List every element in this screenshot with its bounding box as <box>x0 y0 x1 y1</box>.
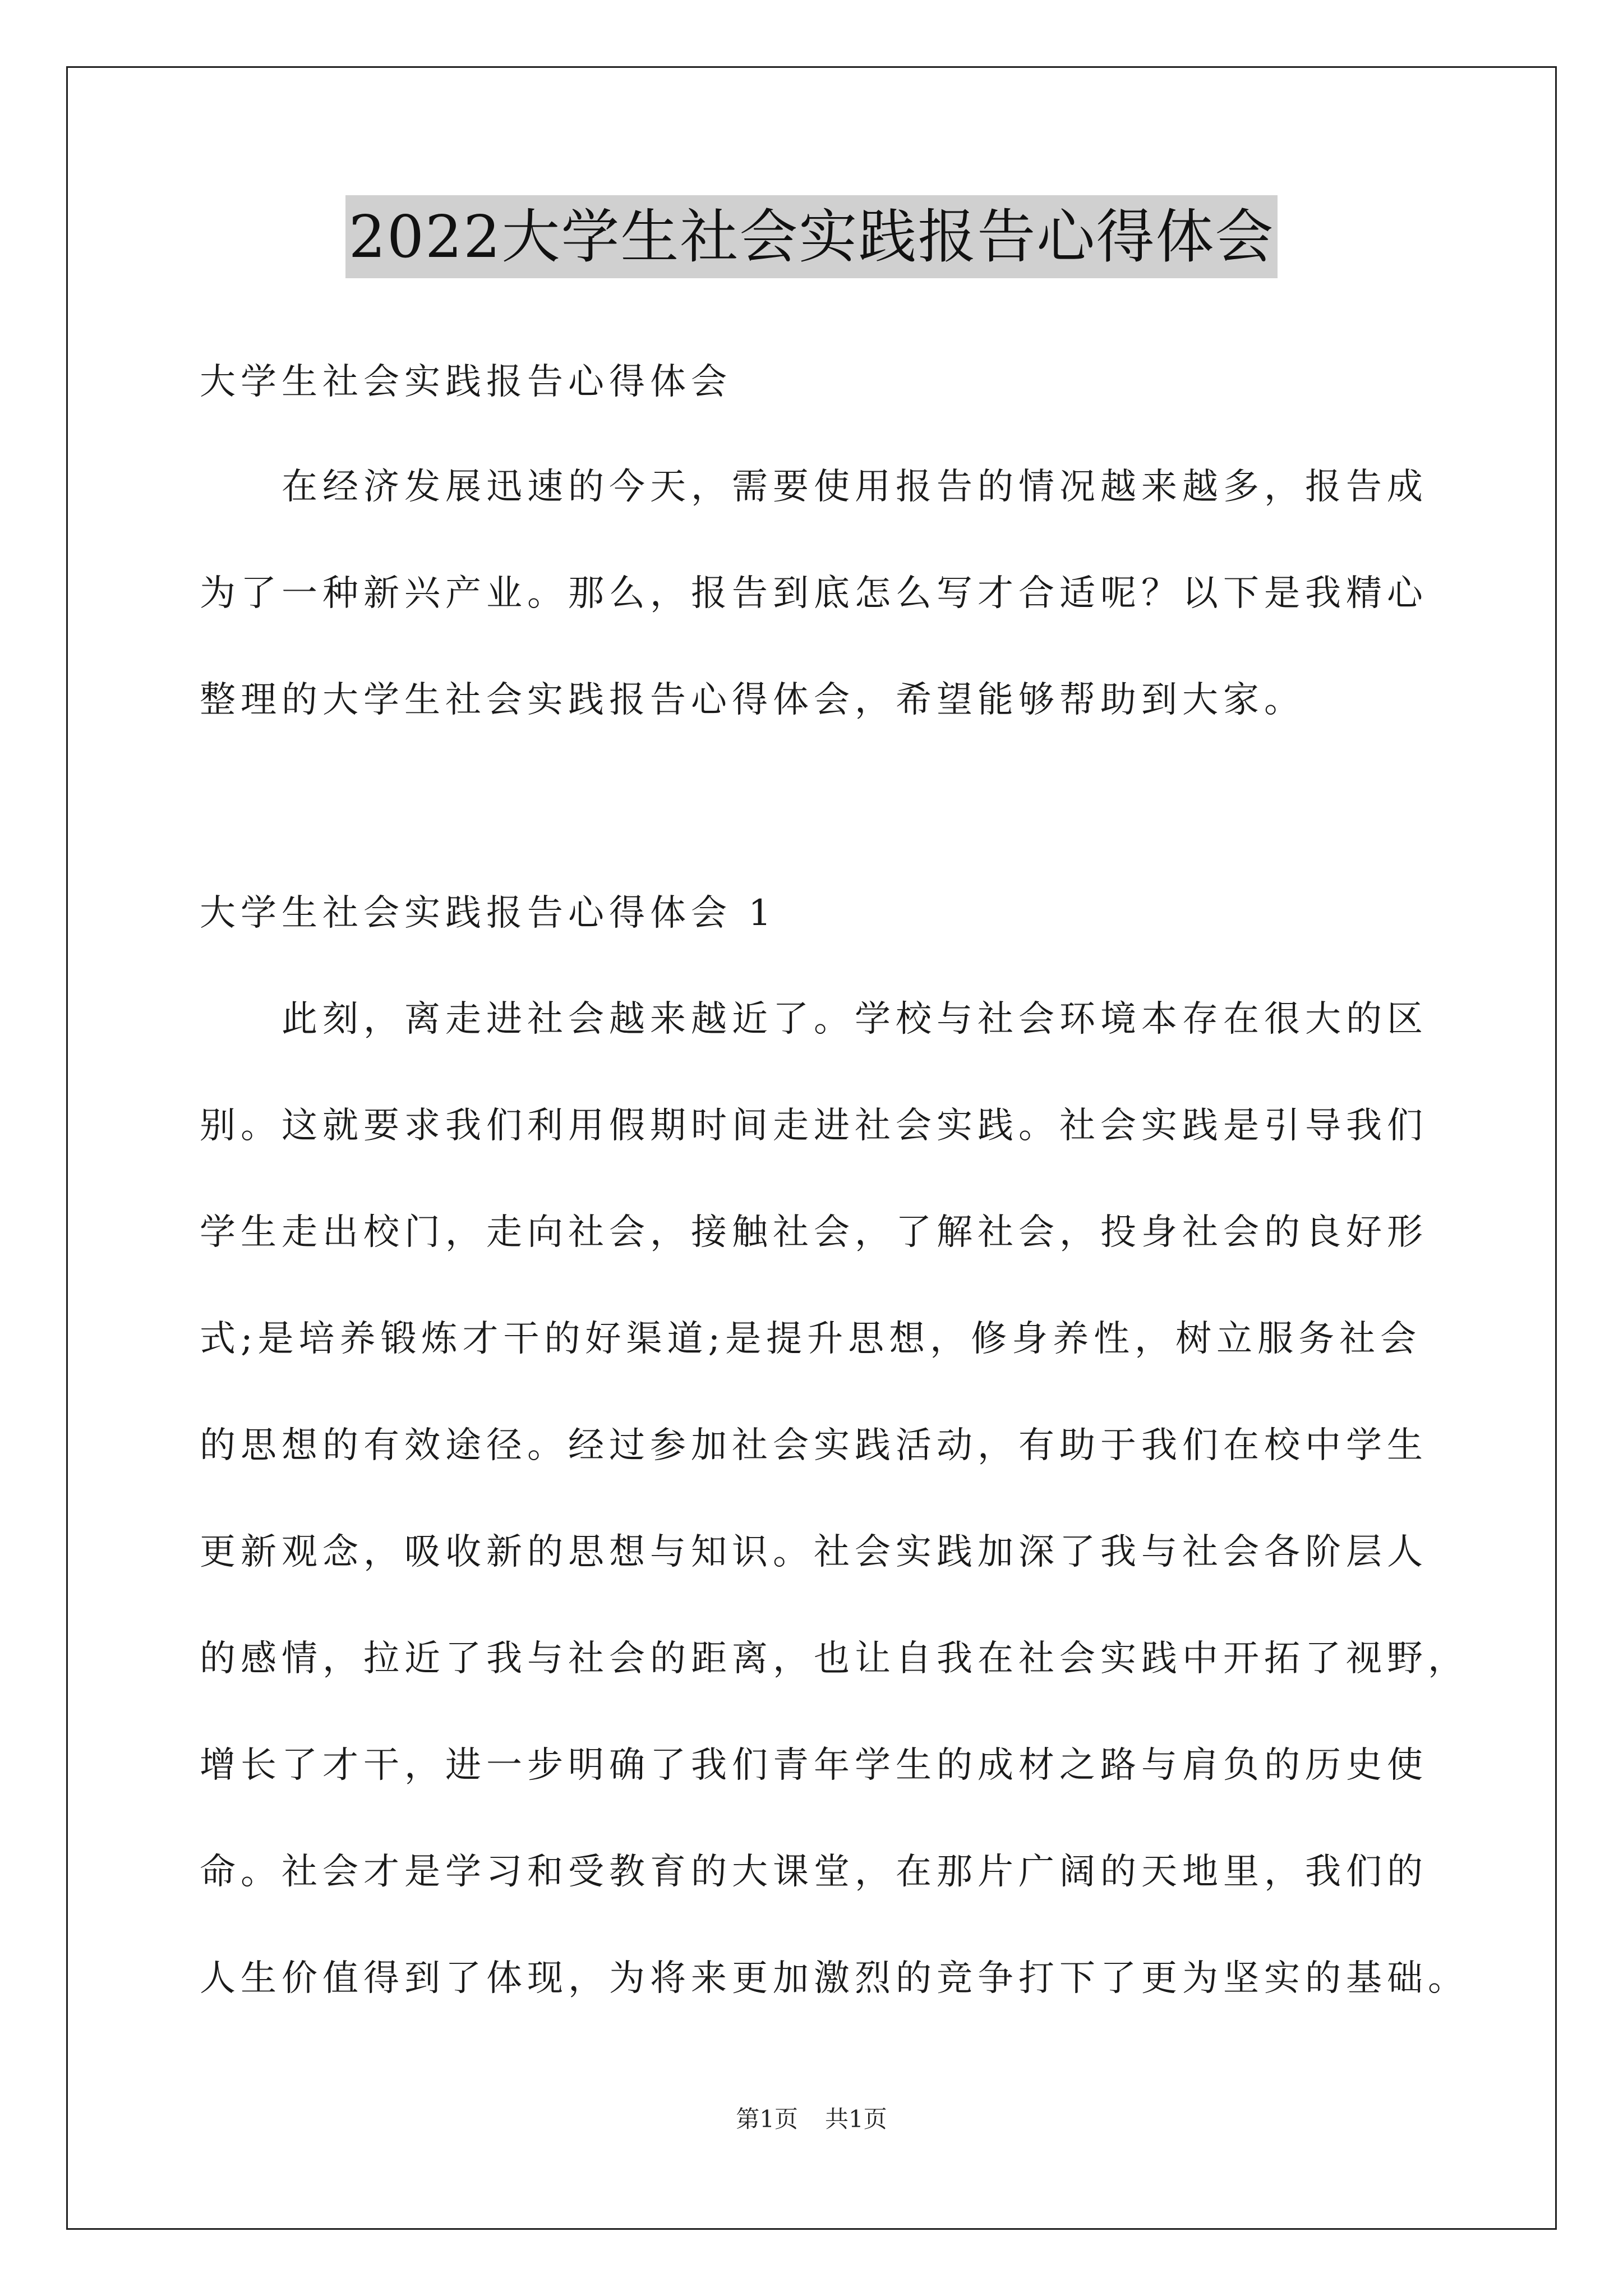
page-number: 第1页 <box>736 2105 798 2133</box>
subtitle: 大学生社会实践报告心得体会 <box>200 361 732 403</box>
body-line: 命。社会才是学习和受教育的大课堂，在那片广阔的天地里，我们的 <box>200 1851 1428 1893</box>
intro-line: 整理的大学生社会实践报告心得体会，希望能够帮助到大家。 <box>200 679 1305 721</box>
body-line: 此刻，离走进社会越来越近了。学校与社会环境本存在很大的区 <box>282 999 1428 1040</box>
body-line: 更新观念，吸收新的思想与知识。社会实践加深了我与社会各阶层人 <box>200 1531 1428 1573</box>
page-footer <box>0 2102 1623 2136</box>
body-line: 的感情，拉近了我与社会的距离，也让自我在社会实践中开拓了视野， <box>200 1638 1469 1680</box>
section-heading: 大学生社会实践报告心得体会 1 <box>200 892 777 934</box>
intro-line: 在经济发展迅速的今天，需要使用报告的情况越来越多，报告成 <box>282 466 1428 508</box>
title-container <box>0 195 1623 278</box>
page-total: 共1页 <box>825 2105 887 2133</box>
body-line: 的思想的有效途径。经过参加社会实践活动，有助于我们在校中学生 <box>200 1425 1428 1466</box>
body-line: 学生走出校门，走向社会，接触社会，了解社会，投身社会的良好形 <box>200 1212 1428 1253</box>
body-line: 别。这就要求我们利用假期时间走进社会实践。社会实践是引导我们 <box>200 1105 1428 1147</box>
intro-line: 为了一种新兴产业。那么，报告到底怎么写才合适呢？以下是我精心 <box>200 573 1428 614</box>
body-line: 式;是培养锻炼才干的好渠道;是提升思想，修身养性，树立服务社会 <box>200 1318 1422 1360</box>
body-line: 人生价值得到了体现，为将来更加激烈的竞争打下了更为坚实的基础。 <box>200 1958 1469 1999</box>
body-line: 增长了才干，进一步明确了我们青年学生的成材之路与肩负的历史使 <box>200 1745 1428 1786</box>
document-title: 2022大学生社会实践报告心得体会 <box>345 195 1278 278</box>
